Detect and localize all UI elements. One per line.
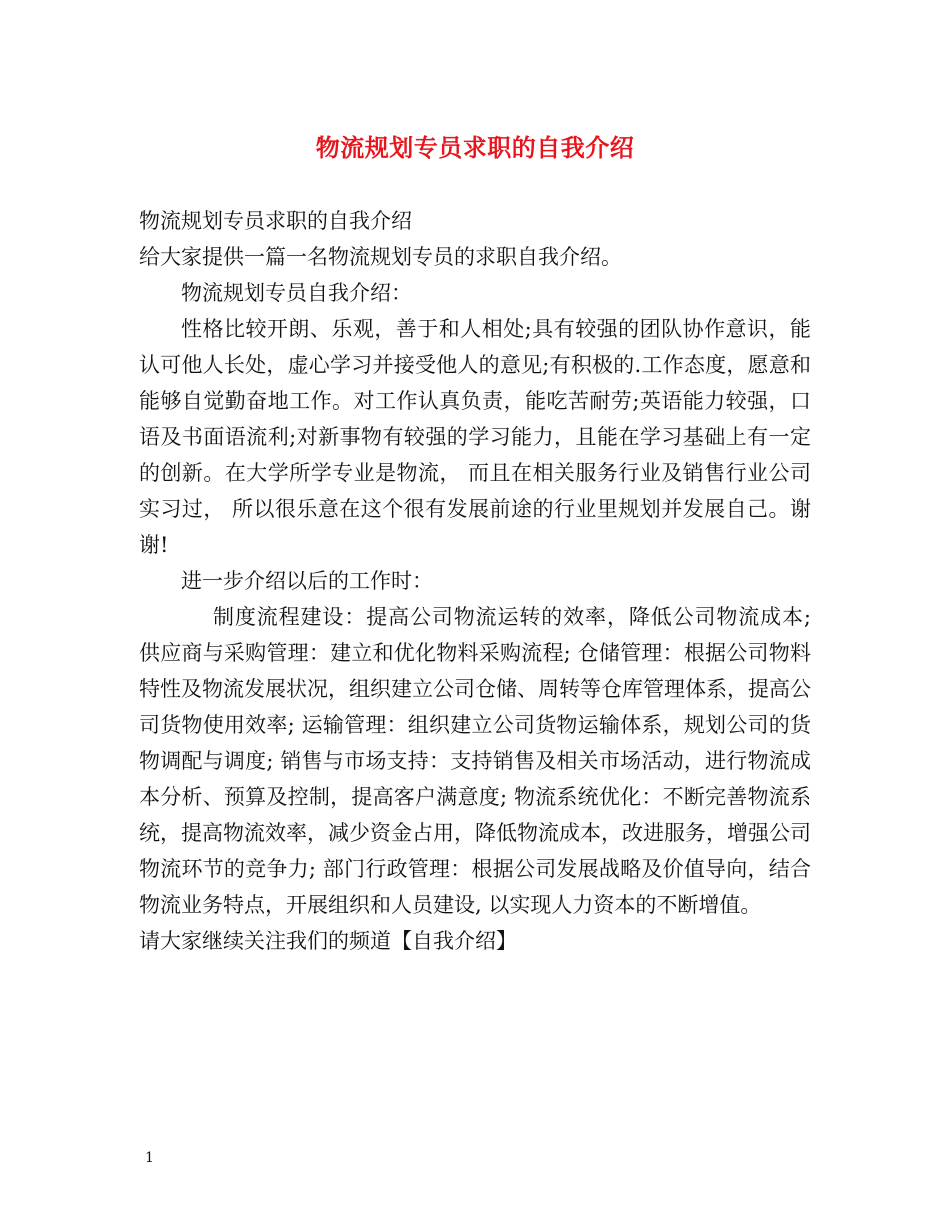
work-plan-paragraph: 制度流程建设：提高公司物流运转的效率，降低公司物流成本; 供应商与采购管理：建立和优化物料采购流程; 仓储管理：根据公司物料特性及物流发展状况，组织建立公司仓储、周转等仓库管理体系，提高公司货物使用效率; 运输管理：组织建立公司货物运输体系，规划公司的货物调配与调度; 销售与市场支持：支持销售及相关市场活动，进行物流成本分析、预算及控制，提高客户满意度; 物流系统优化：不断完善物流系统，提高物流效率，减少资金占用，降低物流成本，改进服务，增强公司物流环节的竞争力; 部门行政管理：根据公司发展战略及价值导向，结合物流业务特点，开展组织和人员建设, 以实现人力资本的不断增值。	[139, 605, 811, 917]
document-title: 物流规划专员求职的自我介绍	[315, 133, 635, 162]
intro-heading-line: 物流规划专员求职的自我介绍	[139, 209, 412, 233]
personality-paragraph: 性格比较开朗、乐观，善于和人相处;具有较强的团队协作意识，能认可他人长处，虚心学习并接受他人的意见;有积极的.工作态度，愿意和能够自觉勤奋地工作。对工作认真负责，能吃苦耐劳;英语能力较强，口语及书面语流利;对新事物有较强的学习能力，且能在学习基础上有一定的创新。在大学所学专业是物流， 而且在相关服务行业及销售行业公司实习过， 所以很乐意在这个很有发展前途的行业里规划并发展自己。谢谢!	[139, 317, 811, 557]
self-intro-label: 物流规划专员自我介绍：	[181, 281, 412, 305]
channel-follow-line: 请大家继续关注我们的频道【自我介绍】	[139, 929, 517, 953]
page-number: 1	[145, 1150, 154, 1166]
intro-description-line: 给大家提供一篇一名物流规划专员的求职自我介绍。	[139, 245, 622, 269]
document-body	[139, 203, 811, 959]
future-work-label: 进一步介绍以后的工作时：	[181, 569, 433, 593]
